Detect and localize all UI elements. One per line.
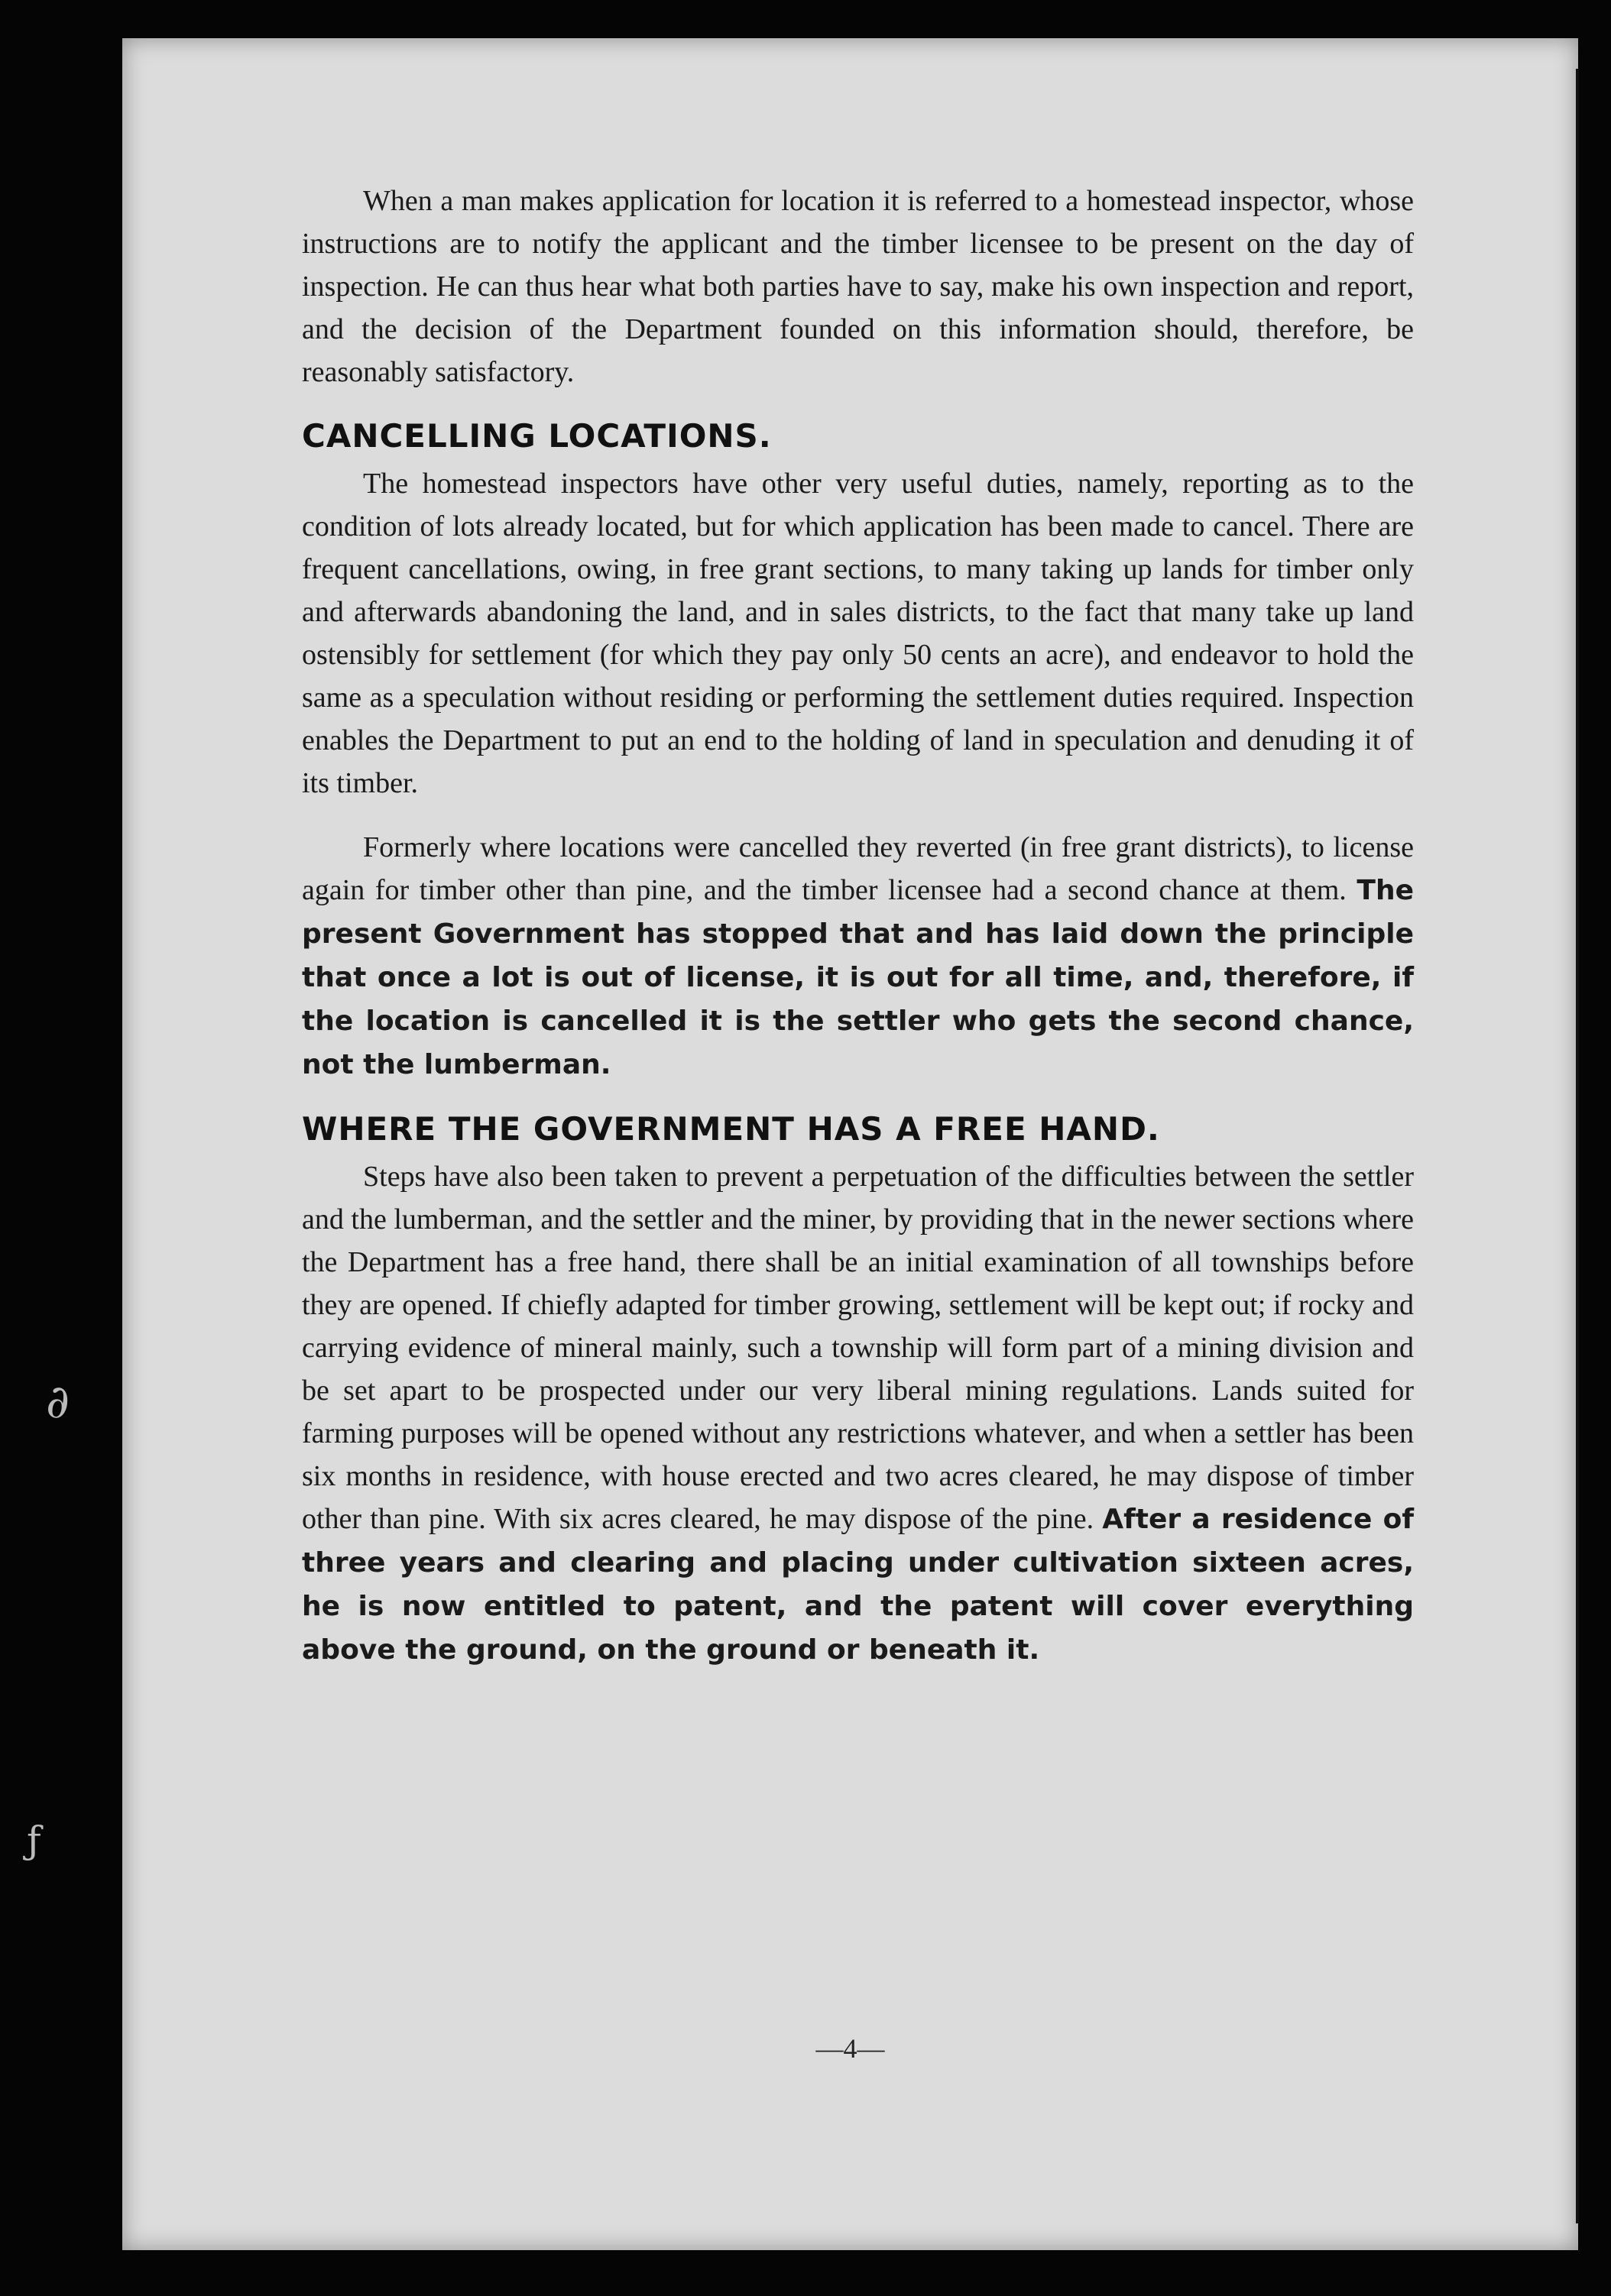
paragraph-bold-text: The present Government has stopped that and has laid down the principle that once a lot is out of license, it is out for all time, and, therefore, if the location is cancelled it is the settler who gets the second chance, not the lumberman. [302, 875, 1414, 1080]
paragraph-text: Steps have also been taken to prevent a perpetuation of the difficulties between the settler and the lumberman, and the settler and the miner, by providing that in the newer sections where the Department has a free hand, there shall be an initial examination of all townships before they are opened. If chiefly adapted for timber growing, settlement will be kept out; if rocky and carrying evidence of mineral mainly, such a township will form part of a mining division and be set apart to be prospected under our very liberal mining regulations. Lands suited for farming purposes will be opened without any restrictions whatever, and when a settler has been six months in residence, with house erected and two acres cleared, he may dispose of timber other than pine. With six acres cleared, he may dispose of the pine. [302, 1161, 1414, 1535]
paragraph: When a man makes application for location it is referred to a homestead inspector, whose instructions are to notify the applicant and the timber licensee to be present on the day of inspection. He can thus hear what both parties have to say, make his own inspection and report, and the decision of the Department founded on this information should, therefore, be reasonably satisfactory. [302, 185, 1414, 388]
page-fold-edge [1576, 69, 1579, 2223]
margin-scratch-mark: ∂ [46, 1375, 70, 1429]
margin-scratch-mark: ƒ [27, 1818, 41, 1863]
body-text [302, 180, 1414, 1693]
paragraph: The homestead inspectors have other very useful duties, namely, reporting as to the condition of lots already located, but for which application has been made to cancel. There are frequent cancellations, owing, in free grant sections, to many taking up lands for timber only and afterwards abandoning the land, and in sales districts, to the fact that many take up land ostensibly for settlement (for which they pay only 50 cents an acre), and endeavor to hold the same as a speculation without residing or performing the settlement duties required. Inspection enables the Department to put an end to the holding of land in speculation and denuding it of its timber. [302, 468, 1414, 799]
paragraph-bold-text: After a residence of three years and clearing and placing under cultivation sixteen acres, he is now entitled to patent, and the patent will cover everything above the ground, on the ground or beneath it. [302, 1504, 1414, 1666]
section-heading: CANCELLING LOCATIONS. [302, 417, 772, 455]
document-page [122, 38, 1578, 2250]
paragraph [302, 826, 1414, 1086]
paragraph-text: Formerly where locations were cancelled they reverted (in free grant districts), to license again for timber other than pine, and the timber licensee had a second chance at them. [302, 831, 1414, 906]
paragraph [302, 1155, 1414, 1672]
section-heading: WHERE THE GOVERNMENT HAS A FREE HAND. [302, 1110, 1160, 1148]
page-number: —4— [815, 2033, 885, 2064]
